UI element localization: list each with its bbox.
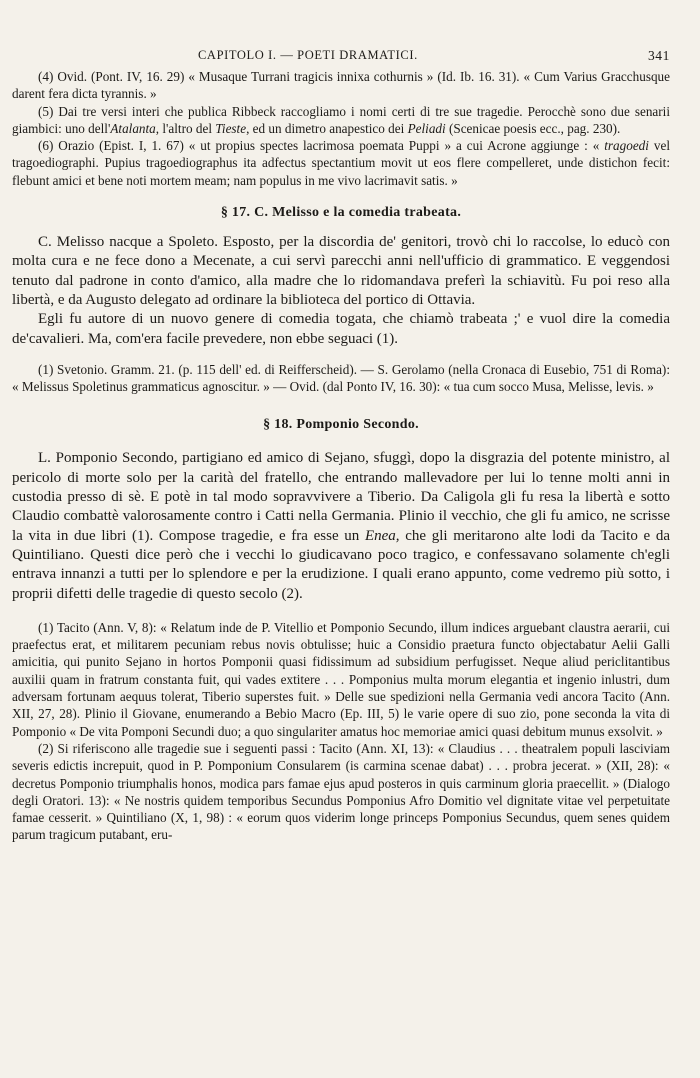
footnote-4: (4) Ovid. (Pont. IV, 16. 29) « Musaque Turrani tragicis innixa cothurnis » (Id. Ib. 16. 31). « Cum Varius Gracchusque darent fera dicta tyrannis. » — [12, 69, 670, 102]
section-18-paragraph: L. Pomponio Secondo, partigiano ed amico di Sejano, sfuggì, dopo la disgrazia del potente ministro, al pericolo di morte solo per la carità del fratello, che entrando mallevadore per lui lo tenne molti anni in custodia presso di sè. E potè in tal modo sopravvivere a Tiberio. Da Caligola gli fu resa la libertà e sotto Claudio combattè valorosamente contro i Catti nella Germania. Plinio il vecchio, che gli fu amico, ne scrisse la vita in due libri (1). Compose tragedie, e fra esse un Enea, che gli meritarono alte lodi da Tacito e da Quintiliano. Questi dice però che i vecchi lo giudicavano poco tragico, e confessavano solamente ch'egli entrava innanzi a tutti per lo splendore e per la erudizione. I quali erano appunto, come vedremo più sotto, i proprii difetti delle tragedie di questo secolo (2). — [12, 450, 670, 602]
section-18-footnote-1: (1) Tacito (Ann. V, 8): « Relatum inde de P. Vitellio et Pomponio Secundo, illum indices arguebant claustra aerarii, cui praefectus erat, et militarem pecuniam rebus novis obtulisse; huic a Considio praetura functo objectabatur Aelii Galli amicitia, qui punito Sejano in hortos Pomponii quasi fidissimum ad subsidium perfugisset. Neque aliud periclitantibus auxilii quam in fratrum constanta fuit, qui vades extitere . . . Pomponius multa morum elegantia et ingenio inlustri, dum adversam fortunam aequus tolerat, Tiberio superstes fuit. » Delle sue spedizioni nella Germania vedi ancora Tacito (Ann. XII, 27, 28). Plinio il Giovane, enumerando a Bebio Macro (Ep. III, 5) le varie opere di suo zio, pone seconda la vita di Pomponio « De vita Pomponi Secundi duo; a quo singulariter amatus hoc memoriae amici quasi debitum munus exsolvit. » — [12, 619, 670, 739]
footnote-5: (5) Dai tre versi interi che publica Ribbeck raccogliamo i nomi certi di tre sue tragedie. Perocchè sono due senarii giambici: uno dell'Atalanta, l'altro del Tieste, ed un dimetro anapestico dei Peliadi (Scenicae poesis ecc., pag. 230). — [12, 103, 670, 136]
page-number: 341 — [647, 48, 670, 63]
footnote-6: (6) Orazio (Epist. I, 1. 67) « ut propius spectes lacrimosa poemata Puppi » a cui Acrone aggiunge : « tragoedi vel tragoediographi. Pupius tragoediographus ita adfectus spectantium movit ut eos flere compelleret, unde distichon fecit: flebunt amici et bene noti mortem meam; nam populus in me vivo lacrimavit satis. » — [12, 138, 670, 188]
section-17-paragraph-1: C. Melisso nacque a Spoleto. Esposto, per la discordia de' genitori, trovò chi lo raccolse, lo educò con molta cura e ne fece dono a Mecenate, a cui servì parecchi anni nell'ufficio di grammatico. E veggendosi tenuto dal padrone in conto d'amico, alla madre che lo ridomandava preferì la schiavitù. Fu poi reso alla libertà, e da Augusto delegato ad ordinare la biblioteca del portico di Ottavia. — [12, 234, 670, 308]
section-18-footnote-2: (2) Si riferiscono alle tragedie sue i seguenti passi : Tacito (Ann. XI, 13): « Claudius . . . theatralem populi lasciviam severis edictis increpuit, quod in P. Pomponium Consularem (is carmina scenae dabat) . . . probra jecerat. » (XII, 28): « decretus Pomponio triumphalis honos, modica pars famae ejus apud posteros in quis carminum gloria praecellit. » (Dialogo degli Oratori. 13): « Ne nostris quidem temporibus Secundus Pomponius Afro Domitio vel dignitate vitae vel perpetuitate famae cesserit. » Quintiliano (X, 1, 98) : « eorum quos viderim longe princeps Pomponius Secundus, quem senes quidem parum tragicum putabant, eru- — [12, 740, 670, 843]
section-17-heading: § 17. C. Melisso e la comedia trabeata. — [220, 205, 462, 221]
running-title: CAPITOLO I. — POETI DRAMATICI. — [198, 48, 418, 62]
section-17-paragraph-2: Egli fu autore di un nuovo genere di comedia togata, che chiamò trabeata ;' e vuol dire la comedia de'cavalieri. Ma, com'era facile prevedere, non ebbe seguaci (1). — [12, 311, 670, 347]
running-header — [12, 48, 670, 68]
section-18-heading: § 18. Pomponio Secondo. — [263, 417, 419, 433]
section-17-footnote-1: (1) Svetonio. Gramm. 21. (p. 115 dell' ed. di Reifferscheid). — S. Gerolamo (nella Cronaca di Eusebio, 751 di Roma): « Melissus Spoletinus grammaticus agnoscitur. » — Ovid. (dal Ponto IV, 16. 30): « tua cum socco Musa, Melisse, levis. » — [12, 361, 670, 395]
